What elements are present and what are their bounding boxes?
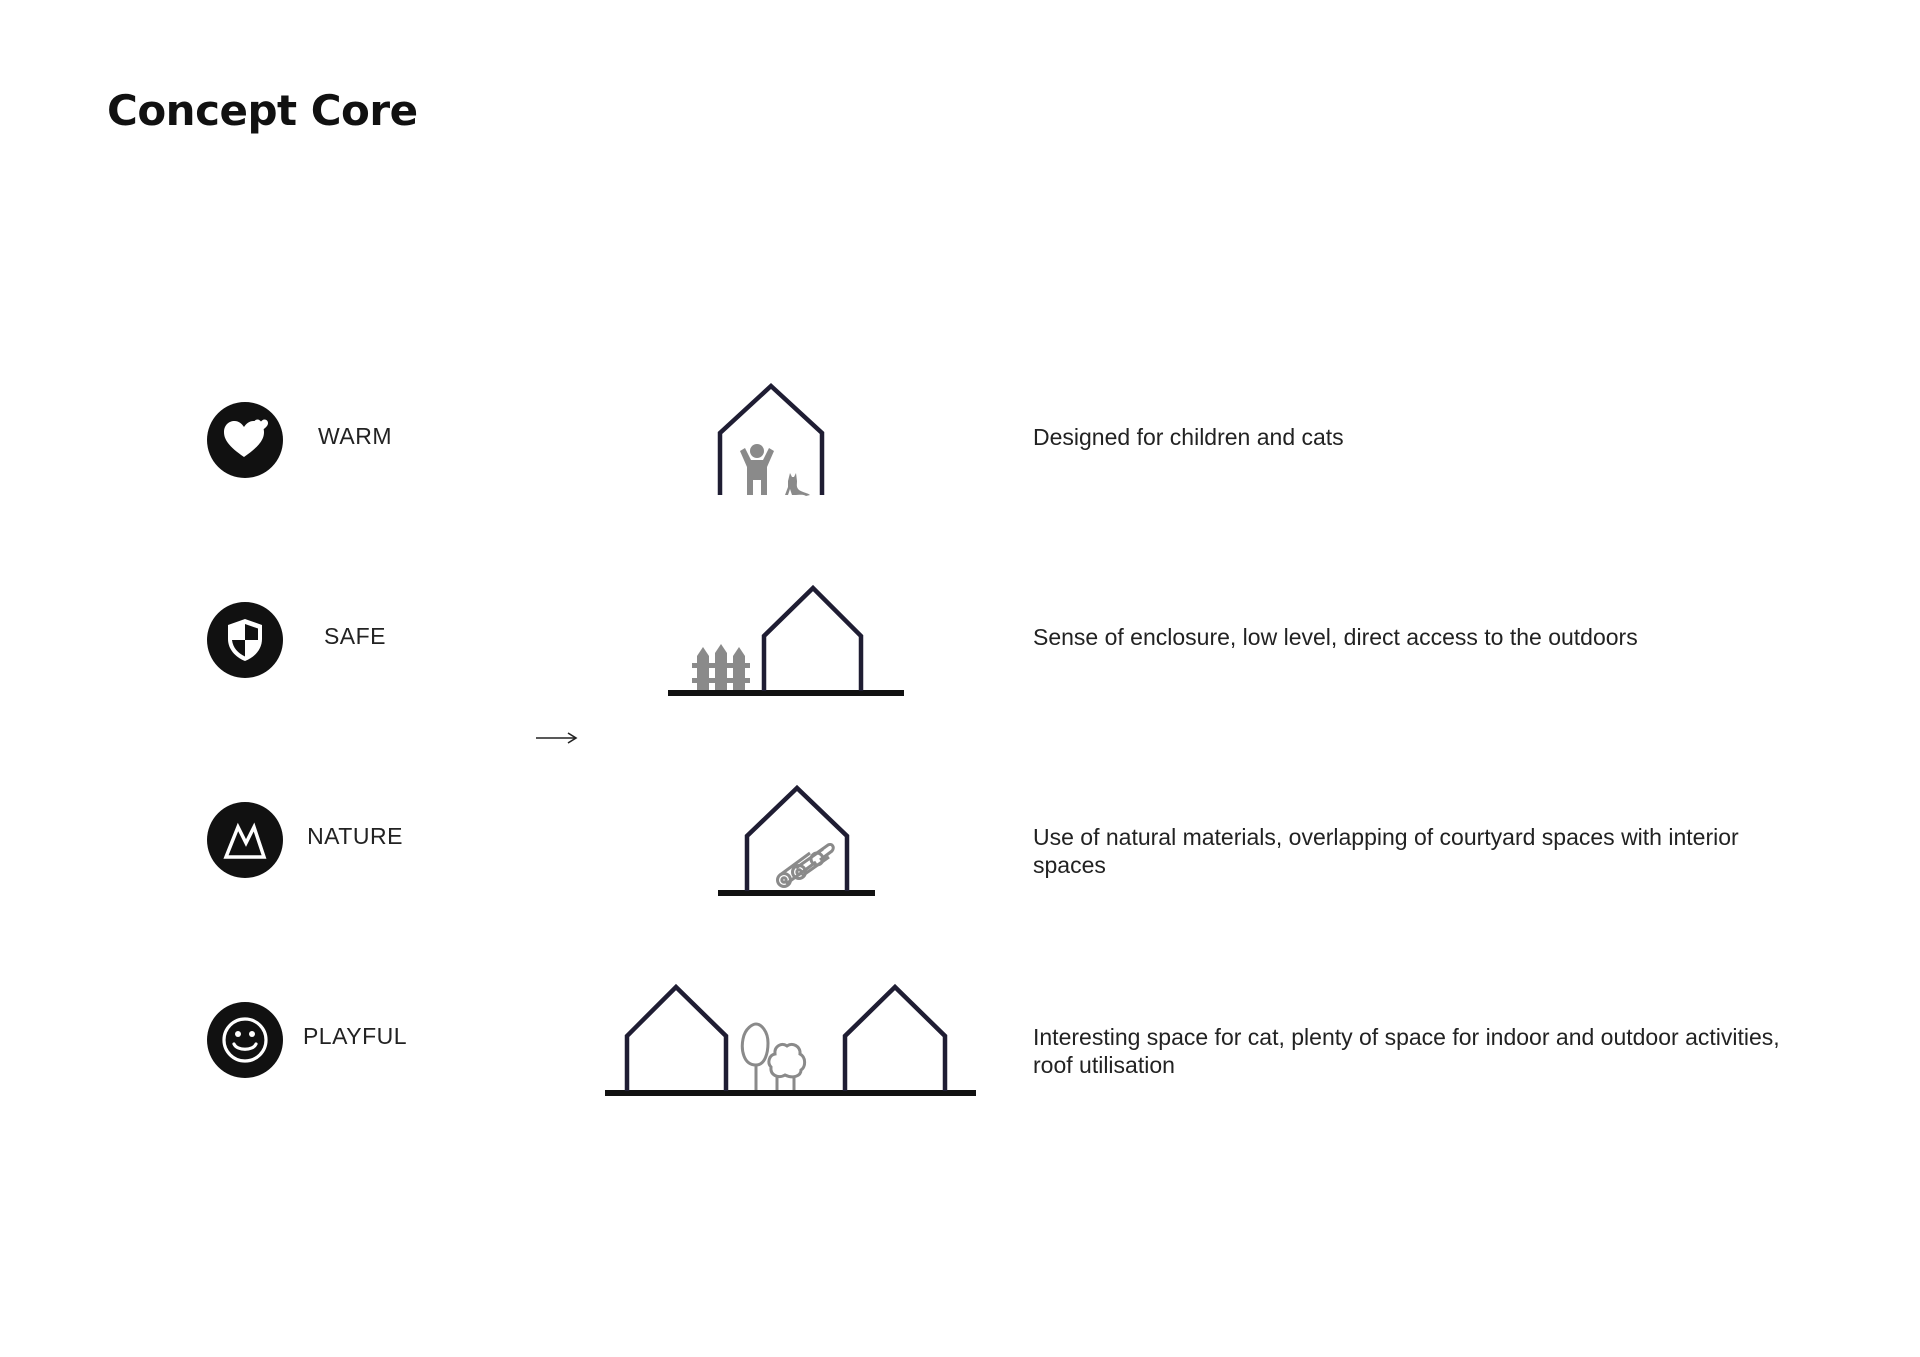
heart-icon bbox=[218, 413, 272, 467]
playful-badge bbox=[207, 1002, 283, 1078]
description-safe: Sense of enclosure, low level, direct access to the outdoors bbox=[1033, 624, 1638, 650]
keyword-playful: PLAYFUL bbox=[302, 1023, 408, 1049]
page-title: Concept Core bbox=[107, 86, 418, 135]
smiley-icon bbox=[218, 1013, 272, 1067]
safe-badge bbox=[207, 602, 283, 678]
concept-row-safe bbox=[0, 570, 1920, 710]
right-arrow-icon bbox=[535, 730, 579, 746]
concept-row-nature bbox=[0, 770, 1920, 910]
nature-badge bbox=[207, 802, 283, 878]
concept-row-warm bbox=[0, 370, 1920, 510]
description-nature: Use of natural materials, overlapping of courtyard spaces with interior spaces bbox=[1033, 824, 1739, 878]
shield-icon bbox=[218, 613, 272, 667]
house-with-logs-icon bbox=[718, 783, 878, 898]
keyword-safe: SAFE bbox=[323, 623, 387, 649]
description-playful: Interesting space for cat, plenty of space for indoor and outdoor activities, roof utilisation bbox=[1033, 1024, 1780, 1078]
keyword-nature: NATURE bbox=[307, 823, 403, 849]
mountain-icon bbox=[218, 813, 272, 867]
keyword-warm: WARM bbox=[318, 423, 392, 449]
description-warm: Designed for children and cats bbox=[1033, 424, 1344, 450]
house-with-fence-icon bbox=[668, 583, 908, 698]
house-with-child-and-cat-icon bbox=[710, 383, 840, 498]
two-houses-with-trees-icon bbox=[605, 983, 980, 1098]
concept-row-playful bbox=[0, 970, 1920, 1110]
warm-badge bbox=[207, 402, 283, 478]
